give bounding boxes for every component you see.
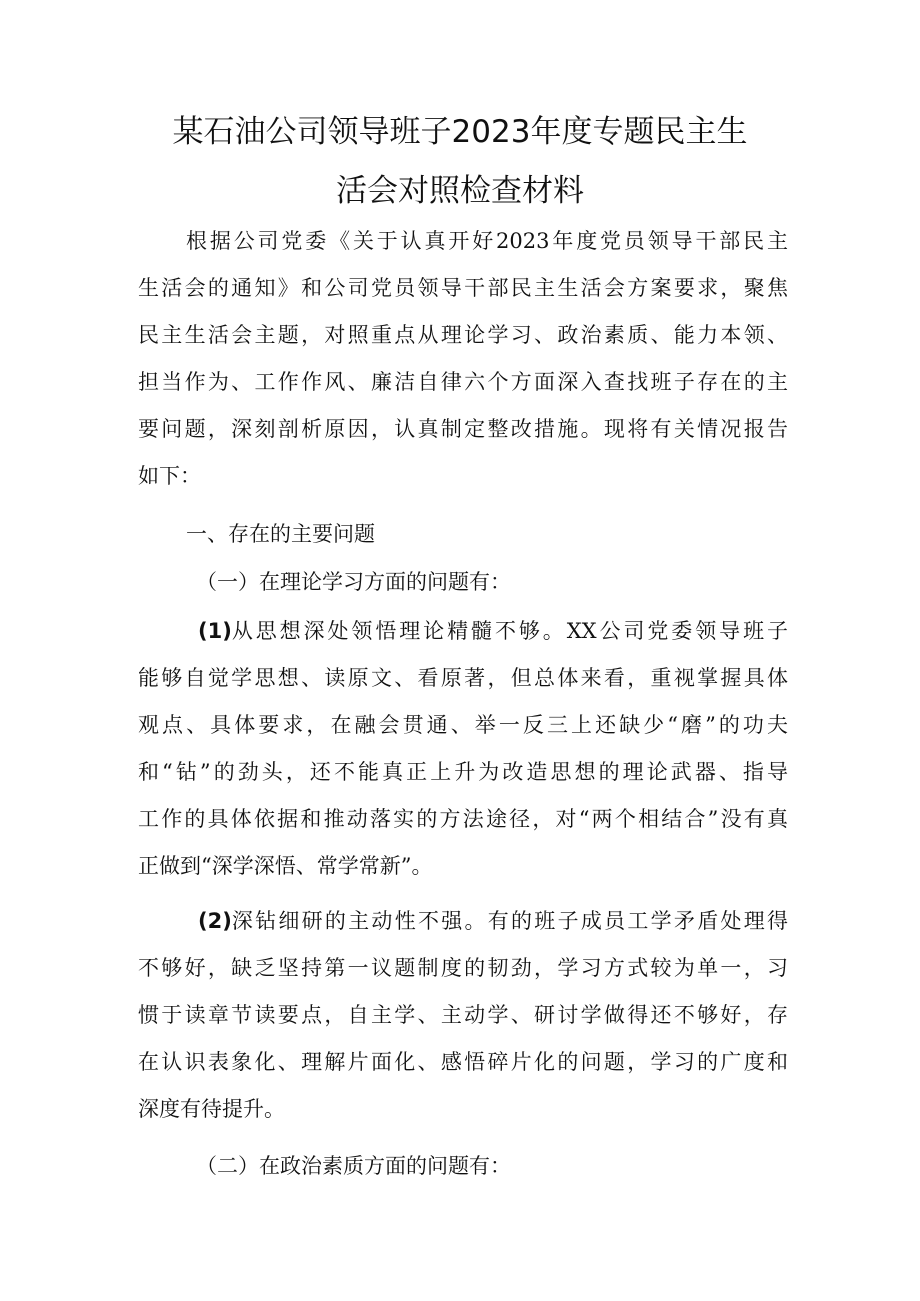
- intro-line: 要问题，深刻剖析原因，认真制定整改措施。现将有关情况报告: [138, 417, 788, 441]
- item-text: 从思想深处领悟理论精髓不够。XX公司党委领导班子: [231, 619, 788, 643]
- document-title-line-2: 活会对照检查材料: [336, 173, 584, 209]
- section-heading: 一、存在的主要问题: [186, 522, 375, 546]
- intro-line: 生活会的通知》和公司党员领导干部民主生活会方案要求，聚焦: [138, 276, 788, 300]
- subsection-heading: （二）在政治素质方面的问题有：: [196, 1154, 511, 1178]
- item-number: (1): [198, 619, 232, 643]
- subsection-heading: （一）在理论学习方面的问题有：: [196, 570, 511, 594]
- intro-line: 担当作为、工作作风、廉洁自律六个方面深入查找班子存在的主: [138, 370, 788, 394]
- list-item-2-first-line: [198, 904, 788, 938]
- item-line: 正做到“深学深悟、常学常新”。: [138, 854, 433, 878]
- intro-line: 民主生活会主题，对照重点从理论学习、政治素质、能力本领、: [138, 323, 788, 347]
- item-line: 不够好，缺乏坚持第一议题制度的韧劲，学习方式较为单一，习: [138, 956, 788, 980]
- document-title-line-1: 某石油公司领导班子2023年度专题民主生: [172, 114, 748, 150]
- item-line: 和“钻”的劲头，还不能真正上升为改造思想的理论武器、指导: [138, 760, 788, 784]
- item-line: 惯于读章节读要点，自主学、主动学、研讨学做得还不够好，存: [138, 1003, 788, 1027]
- intro-line: 根据公司党委《关于认真开好2023年度党员领导干部民主: [186, 229, 788, 253]
- item-line: 观点、具体要求，在融会贯通、举一反三上还缺少“磨”的功夫: [138, 713, 788, 737]
- intro-line: 如下：: [138, 464, 201, 488]
- item-line: 工作的具体依据和推动落实的方法途径，对“两个相结合”没有真: [138, 807, 788, 831]
- item-line: 在认识表象化、理解片面化、感悟碎片化的问题，学习的广度和: [138, 1050, 788, 1074]
- list-item-1-first-line: [198, 614, 788, 648]
- item-line: 深度有待提升。: [138, 1097, 285, 1121]
- item-text: 深钻细研的主动性不强。有的班子成员工学矛盾处理得: [231, 909, 788, 933]
- item-line: 能够自觉学思想、读原文、看原著，但总体来看，重视掌握具体: [138, 666, 788, 690]
- item-number: (2): [198, 909, 232, 933]
